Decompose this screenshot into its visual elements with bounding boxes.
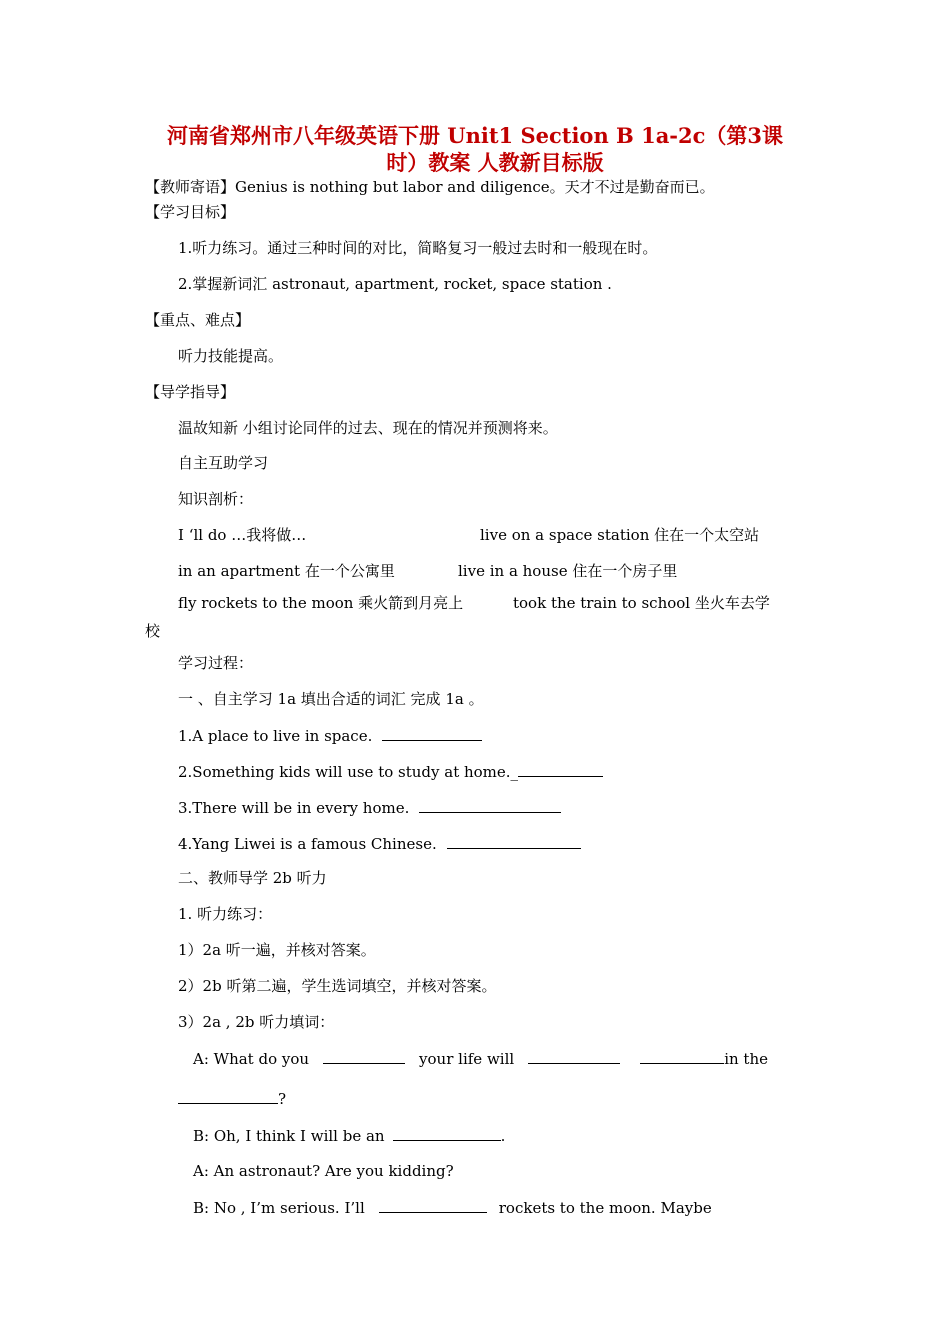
phrase-house: live in a house 住在一个房子里 (458, 562, 678, 580)
part2-title: 二、教师导学 2b 听力 (178, 869, 327, 887)
phrase-apartment: in an apartment 在一个公寓里 (178, 562, 395, 580)
listening-step-1: 1）2a 听一遍，并核对答案。 (178, 941, 376, 959)
motto-label: 【教师寄语】 (145, 178, 236, 196)
dialogue-a1-part3: in the (724, 1050, 768, 1068)
exercise-item-1-text: 1.A place to live in space. (178, 727, 373, 745)
self-study-label: 自主互助学习 (178, 454, 269, 472)
exercise-item-3 (178, 797, 561, 818)
key-points-text: 听力技能提高。 (178, 347, 284, 365)
exercise-item-3-text: 3.There will be in every home. (178, 799, 410, 817)
exercise-item-2-text: 2.Something kids will use to study at home._ (178, 763, 519, 781)
answer-blank[interactable] (419, 797, 561, 813)
dialogue-b2-part1: B: No , I’m serious. I’ll (193, 1199, 365, 1217)
listening-step-3: 3）2a , 2b 听力填词： (178, 1013, 335, 1031)
answer-blank[interactable] (382, 725, 482, 741)
process-label: 学习过程： (178, 654, 254, 672)
exercise-item-2 (178, 761, 603, 782)
exercise-item-1 (178, 725, 482, 746)
part1-title: 一 、自主学习 1a 填出合适的词汇 完成 1a 。 (178, 690, 484, 708)
dialogue-line-a1 (193, 1048, 768, 1069)
phrase-ill-do: I ‘ll do …我将做… (178, 526, 307, 544)
phrase-took-train-end: 校 (145, 622, 161, 640)
dialogue-line-b1 (193, 1125, 505, 1146)
dialogue-b2-part2: rockets to the moon. Maybe (498, 1199, 712, 1217)
dialogue-a1-part2: your life will (419, 1050, 515, 1068)
dialogue-line-b2 (193, 1197, 712, 1218)
review-text: 温故知新 小组讨论同伴的过去、现在的情况并预测将来。 (178, 419, 558, 437)
dialogue-b1-part1: B: Oh, I think I will be an (193, 1127, 385, 1145)
answer-blank[interactable] (640, 1048, 724, 1064)
dialogue-a1-end: ? (278, 1090, 287, 1108)
analysis-label: 知识剖析： (178, 490, 254, 508)
goal-item-1: 1.听力练习。通过三种时间的对比，简略复习一般过去时和一般现在时。 (178, 239, 658, 257)
phrase-took-train: took the train to school 坐火车去学 (513, 594, 770, 612)
exercise-item-4 (178, 833, 581, 854)
dialogue-a1-part1: A: What do you (193, 1050, 310, 1068)
dialogue-b1-end: . (500, 1127, 506, 1145)
answer-blank[interactable] (323, 1048, 405, 1064)
phrase-space-station: live on a space station 住在一个太空站 (480, 526, 760, 544)
answer-blank[interactable] (393, 1125, 501, 1141)
guide-heading: 【导学指导】 (145, 383, 236, 401)
answer-blank[interactable] (447, 833, 581, 849)
answer-blank[interactable] (379, 1197, 487, 1213)
motto-text: Genius is nothing but labor and diligence。天才不过是勤奋而已。 (235, 178, 715, 196)
goals-heading: 【学习目标】 (145, 203, 236, 221)
teacher-motto (145, 177, 715, 197)
answer-blank[interactable] (178, 1088, 278, 1104)
document-title-line-2: 时）教案 人教新目标版 (386, 150, 604, 175)
answer-blank[interactable] (528, 1048, 620, 1064)
goal-item-2: 2.掌握新词汇 astronaut, apartment, rocket, space station . (178, 275, 612, 293)
exercise-item-4-text: 4.Yang Liwei is a famous Chinese. (178, 835, 437, 853)
listening-step-2: 2）2b 听第二遍，学生选词填空，并核对答案。 (178, 977, 497, 995)
document-title-line-1: 河南省郑州市八年级英语下册 Unit1 Section B 1a-2c（第3课 (166, 123, 784, 148)
dialogue-line-a2: A: An astronaut? Are you kidding? (193, 1162, 454, 1180)
phrase-fly-rockets: fly rockets to the moon 乘火箭到月亮上 (178, 594, 464, 612)
key-points-heading: 【重点、难点】 (145, 311, 251, 329)
listening-label: 1. 听力练习： (178, 905, 273, 923)
answer-blank[interactable] (518, 761, 603, 777)
dialogue-line-a1-cont (178, 1088, 286, 1109)
